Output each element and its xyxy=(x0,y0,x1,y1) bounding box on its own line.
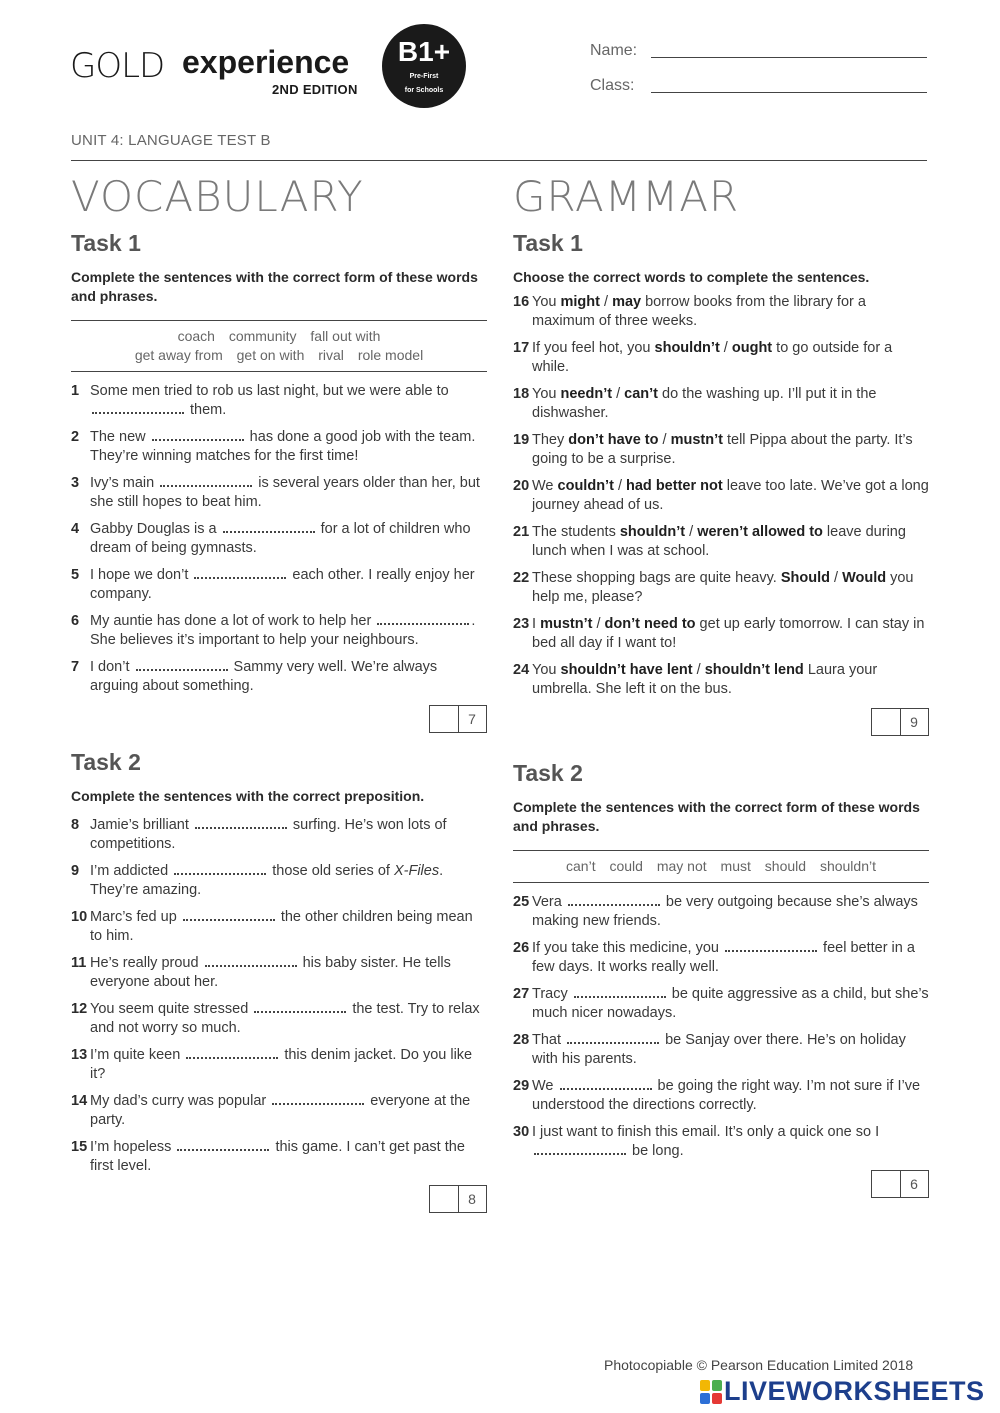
answer-gap[interactable] xyxy=(272,1093,364,1105)
answer-gap[interactable] xyxy=(377,613,469,625)
item-text: I’m hopeless xyxy=(90,1139,176,1155)
answer-gap[interactable] xyxy=(574,986,666,998)
choice-option[interactable]: shouldn’t lend xyxy=(704,662,804,678)
vocab-task2-instruction: Complete the sentences with the correct preposition. xyxy=(71,788,425,804)
name-field[interactable] xyxy=(651,57,927,58)
choice-option[interactable]: needn’t xyxy=(560,386,613,402)
item-number: 29 xyxy=(513,1078,530,1094)
item-text: this denim jacket. Do you like it? xyxy=(90,1047,473,1082)
score-box xyxy=(429,1185,487,1213)
item-text: to go outside for a while. xyxy=(532,340,893,375)
choice-separator: / xyxy=(685,524,698,540)
answer-gap[interactable] xyxy=(183,909,275,921)
list-item xyxy=(71,382,487,419)
score-box xyxy=(871,708,929,736)
item-text: I’m quite keen xyxy=(90,1047,185,1063)
choice-separator: / xyxy=(599,294,613,310)
vocab-task2-score xyxy=(71,1185,487,1215)
word-box-row xyxy=(81,327,477,346)
liveworksheets-logo-text: LIVEWORKSHEETS xyxy=(724,1376,985,1406)
vocabulary-title: VOCABULARY xyxy=(71,172,364,221)
choice-option[interactable]: couldn’t xyxy=(557,478,614,494)
word-option: fall out with xyxy=(310,328,381,344)
list-item xyxy=(71,1046,487,1083)
item-text: You xyxy=(532,294,561,310)
item-text: The new xyxy=(90,429,150,445)
choice-option[interactable]: may xyxy=(612,294,642,310)
item-number: 11 xyxy=(71,955,87,971)
word-option: must xyxy=(720,858,751,874)
item-text: the other children being mean to him. xyxy=(90,909,473,944)
list-item xyxy=(513,939,929,976)
word-option: get away from xyxy=(134,347,223,363)
item-text: Laura your umbrella. She left it on the bus. xyxy=(532,662,878,697)
item-number: 9 xyxy=(71,863,80,879)
item-text: each other. I really enjoy her company. xyxy=(90,567,475,602)
score-max: 6 xyxy=(910,1176,918,1192)
score-max: 7 xyxy=(468,711,476,727)
vocabulary-column xyxy=(71,170,487,1215)
list-item xyxy=(71,1000,487,1037)
choice-separator: / xyxy=(658,432,671,448)
list-item xyxy=(71,1138,487,1175)
answer-gap[interactable] xyxy=(186,1047,278,1059)
list-item xyxy=(71,428,487,465)
list-item xyxy=(71,816,487,853)
vocab-task1-instruction: Complete the sentences with the correct form of these words and phrases. xyxy=(71,269,478,304)
item-text: Marc’s fed up xyxy=(90,909,181,925)
choice-separator: / xyxy=(829,570,843,586)
list-item xyxy=(513,985,929,1022)
unit-label: UNIT 4: LANGUAGE TEST B xyxy=(71,132,271,149)
item-number: 21 xyxy=(513,524,530,540)
word-option: can’t xyxy=(566,858,596,874)
answer-gap[interactable] xyxy=(195,817,287,829)
item-text: . They’re amazing. xyxy=(90,863,444,898)
answer-gap[interactable] xyxy=(205,955,297,967)
answer-gap[interactable] xyxy=(534,1143,626,1155)
answer-gap[interactable] xyxy=(560,1078,652,1090)
grammar-task1-score xyxy=(513,708,929,738)
item-text: Vera xyxy=(532,894,566,910)
choice-option[interactable]: Would xyxy=(842,570,887,586)
item-number: 2 xyxy=(71,429,80,445)
item-text: The students xyxy=(532,524,620,540)
vocab-task2-title: Task 2 xyxy=(71,749,141,775)
item-text-italic: X-Files xyxy=(393,863,440,879)
item-number: 27 xyxy=(513,986,530,1002)
choice-option[interactable]: weren’t allowed to xyxy=(697,524,823,540)
item-text: Some men tried to rob us last night, but we were able to xyxy=(90,383,449,399)
vocab-task2-list xyxy=(71,816,487,1175)
item-number: 15 xyxy=(71,1139,88,1155)
badge-sub-2: for Schools xyxy=(404,87,444,94)
answer-gap[interactable] xyxy=(92,402,184,414)
item-text: I’m addicted xyxy=(90,863,173,879)
list-item xyxy=(513,615,929,652)
item-text: for a lot of children who dream of being gymnasts. xyxy=(90,521,471,556)
item-number: 19 xyxy=(513,432,530,448)
item-text: those old series of xyxy=(268,863,394,879)
edition-label: 2ND EDITION xyxy=(272,82,358,97)
choice-option[interactable]: don’t have to xyxy=(568,432,659,448)
item-number: 20 xyxy=(513,478,530,494)
grammar-task2-instruction: Complete the sentences with the correct form of these words and phrases. xyxy=(513,799,920,834)
item-number: 26 xyxy=(513,940,530,956)
grammar-task1-list xyxy=(513,293,929,698)
word-option: coach xyxy=(177,328,215,344)
item-text: this game. I can’t get past the first level. xyxy=(90,1139,465,1174)
item-number: 17 xyxy=(513,340,530,356)
item-text: You xyxy=(532,386,561,402)
list-item xyxy=(71,474,487,511)
choice-option[interactable]: mustn’t xyxy=(540,616,593,632)
class-label: Class: xyxy=(590,77,635,94)
choice-option[interactable]: ought xyxy=(731,340,773,356)
grammar-column xyxy=(513,170,929,1200)
vocab-word-box xyxy=(71,320,487,372)
answer-gap[interactable] xyxy=(194,567,286,579)
choice-option[interactable]: can’t xyxy=(624,386,658,402)
item-number: 30 xyxy=(513,1124,530,1140)
item-number: 24 xyxy=(513,662,530,678)
item-text: That xyxy=(532,1032,566,1048)
word-option: shouldn’t xyxy=(819,858,876,874)
word-option: role model xyxy=(357,347,424,363)
answer-gap[interactable] xyxy=(174,863,266,875)
item-text: be long. xyxy=(628,1142,684,1159)
word-option: may not xyxy=(656,858,707,874)
item-text: his baby sister. He tells everyone about her. xyxy=(90,955,451,990)
choice-separator: / xyxy=(612,386,625,402)
name-label: Name: xyxy=(590,42,638,59)
item-number: 25 xyxy=(513,894,530,910)
level-badge xyxy=(382,24,466,108)
vocab-task1-title: Task 1 xyxy=(71,230,141,256)
item-text: be Sanjay over there. He’s on holiday with his parents. xyxy=(532,1032,906,1067)
item-text: I just want to finish this email. It’s only a quick one so I xyxy=(532,1124,880,1140)
item-text: I don’t xyxy=(90,659,134,675)
item-text: My dad’s curry was popular xyxy=(90,1093,271,1109)
item-number: 23 xyxy=(513,616,530,632)
header-divider xyxy=(71,160,927,161)
score-box xyxy=(429,705,487,733)
answer-gap[interactable] xyxy=(725,940,817,952)
choice-option[interactable]: Should xyxy=(780,570,830,586)
item-text: leave during lunch when I was at school. xyxy=(532,524,906,559)
word-box-row xyxy=(81,346,477,365)
choice-option[interactable]: shouldn’t xyxy=(654,340,720,356)
item-text: I hope we don’t xyxy=(90,567,193,583)
list-item xyxy=(513,431,929,468)
grammar-task1-title: Task 1 xyxy=(513,230,583,256)
item-text: get up early tomorrow. I can stay in bed all day if I want to! xyxy=(532,616,925,651)
item-number: 10 xyxy=(71,909,88,925)
item-number: 18 xyxy=(513,386,530,402)
item-number: 12 xyxy=(71,1001,88,1017)
item-text: My auntie has done a lot of work to help her xyxy=(90,613,376,629)
word-option: community xyxy=(228,328,297,344)
list-item xyxy=(513,893,929,930)
logo-gold: GOLD xyxy=(70,46,165,86)
item-number: 8 xyxy=(71,817,80,833)
word-option: could xyxy=(609,858,643,874)
item-text: you help me, please? xyxy=(532,570,914,605)
list-item xyxy=(71,1092,487,1129)
list-item xyxy=(513,1031,929,1068)
list-item xyxy=(71,658,487,695)
logo-experience: experience xyxy=(182,44,350,80)
page-header xyxy=(0,0,1000,170)
list-item xyxy=(513,477,929,514)
list-item xyxy=(71,908,487,945)
grammar-title: GRAMMAR xyxy=(513,172,740,221)
item-number: 3 xyxy=(71,475,80,491)
item-number: 16 xyxy=(513,294,530,310)
item-text: be very outgoing because she’s always making new friends. xyxy=(532,894,918,929)
item-text: Tracy xyxy=(532,986,572,1002)
list-item xyxy=(513,1123,929,1160)
grammar-task2-score xyxy=(513,1170,929,1200)
list-item xyxy=(513,385,929,422)
item-text: Jamie’s brilliant xyxy=(90,817,193,833)
answer-gap[interactable] xyxy=(152,429,244,441)
item-number: 7 xyxy=(71,659,80,675)
item-text: has done a good job with the team. They’re winning matches for the first time! xyxy=(90,429,476,464)
grammar-task2-list xyxy=(513,893,929,1160)
item-text: They xyxy=(532,432,569,448)
item-text: everyone at the party. xyxy=(90,1093,471,1128)
choice-option[interactable]: shouldn’t have lent xyxy=(560,662,693,678)
item-text: Ivy’s main xyxy=(90,475,159,491)
list-item xyxy=(513,523,929,560)
item-text: If you take this medicine, you xyxy=(532,940,724,956)
word-option: rival xyxy=(318,347,344,363)
list-item xyxy=(71,954,487,991)
vocab-task1-list xyxy=(71,382,487,695)
item-text: feel better in a few days. It works really well. xyxy=(532,940,915,975)
choice-option[interactable]: might xyxy=(560,294,600,310)
list-item xyxy=(71,862,487,899)
item-text: Sammy very well. We’re always arguing about something. xyxy=(90,659,438,694)
item-number: 13 xyxy=(71,1047,88,1063)
item-text: the test. Try to relax and not worry so much. xyxy=(90,1001,480,1036)
word-option: should xyxy=(764,858,807,874)
copyright-notice: Photocopiable © Pearson Education Limited 2018 xyxy=(604,1357,914,1373)
item-number: 5 xyxy=(71,567,80,583)
answer-gap[interactable] xyxy=(568,894,660,906)
score-max: 8 xyxy=(468,1191,476,1207)
choice-separator: / xyxy=(719,340,732,356)
item-text: tell Pippa about the party. It’s going to be a surprise. xyxy=(532,432,913,467)
item-text: If you feel hot, you xyxy=(532,340,655,356)
item-text: We xyxy=(532,1078,558,1094)
grammar-task2-title: Task 2 xyxy=(513,760,583,786)
item-text: is several years older than her, but she still hopes to beat him. xyxy=(90,475,480,510)
word-box-row xyxy=(523,857,919,876)
badge-sub-1: Pre-First xyxy=(409,73,439,80)
grammar-word-box xyxy=(513,850,929,883)
choice-option[interactable]: mustn’t xyxy=(670,432,723,448)
class-field[interactable] xyxy=(651,92,927,93)
item-number: 4 xyxy=(71,521,80,537)
item-text: These shopping bags are quite heavy. xyxy=(532,570,781,586)
choice-option[interactable]: shouldn’t xyxy=(619,524,686,540)
item-text: surfing. He’s won lots of competitions. xyxy=(90,817,447,852)
choice-option[interactable]: don’t need to xyxy=(604,616,696,632)
item-number: 28 xyxy=(513,1032,530,1048)
answer-gap[interactable] xyxy=(254,1001,346,1013)
item-number: 6 xyxy=(71,613,80,629)
answer-gap[interactable] xyxy=(567,1032,659,1044)
list-item xyxy=(513,293,929,330)
vocab-task1-score xyxy=(71,705,487,735)
list-item xyxy=(71,566,487,603)
item-text: be going the right way. I’m not sure if I’ve understood the directions correctly. xyxy=(532,1078,921,1113)
item-text: He’s really proud xyxy=(90,955,203,971)
item-text: borrow books from the library for a maximum of three weeks. xyxy=(532,294,866,329)
answer-gap[interactable] xyxy=(177,1139,269,1151)
item-text: Gabby Douglas is a xyxy=(90,521,221,537)
list-item xyxy=(513,661,929,698)
liveworksheets-logo-icon xyxy=(700,1380,722,1404)
item-number: 14 xyxy=(71,1093,88,1109)
item-text: leave too late. We’ve got a long journey ahead of us. xyxy=(532,478,929,513)
score-box xyxy=(871,1170,929,1198)
item-text: do the washing up. I’ll put it in the dishwasher. xyxy=(532,386,877,421)
answer-gap[interactable] xyxy=(160,475,252,487)
badge-level: B1+ xyxy=(397,36,451,67)
answer-gap[interactable] xyxy=(223,521,315,533)
word-option: get on with xyxy=(236,347,305,363)
answer-gap[interactable] xyxy=(136,659,228,671)
item-text: . She believes it’s important to help your neighbours. xyxy=(90,613,476,648)
item-text: I xyxy=(532,616,541,632)
choice-separator: / xyxy=(692,662,705,678)
item-text: be quite aggressive as a child, but she’s much nicer nowadays. xyxy=(532,986,929,1021)
list-item xyxy=(513,339,929,376)
list-item xyxy=(71,520,487,557)
list-item xyxy=(71,612,487,649)
choice-separator: / xyxy=(613,478,627,494)
choice-separator: / xyxy=(592,616,605,632)
item-number: 22 xyxy=(513,570,530,586)
grammar-task1-instruction: Choose the correct words to complete the sentences. xyxy=(513,269,870,285)
score-max: 9 xyxy=(910,714,918,730)
list-item xyxy=(513,569,929,606)
list-item xyxy=(513,1077,929,1114)
choice-option[interactable]: had better not xyxy=(626,478,723,494)
item-number: 1 xyxy=(71,383,80,399)
item-text: We xyxy=(532,478,558,494)
item-text: You xyxy=(532,662,561,678)
item-text: You seem quite stressed xyxy=(90,1001,253,1017)
item-text: them. xyxy=(186,401,227,418)
